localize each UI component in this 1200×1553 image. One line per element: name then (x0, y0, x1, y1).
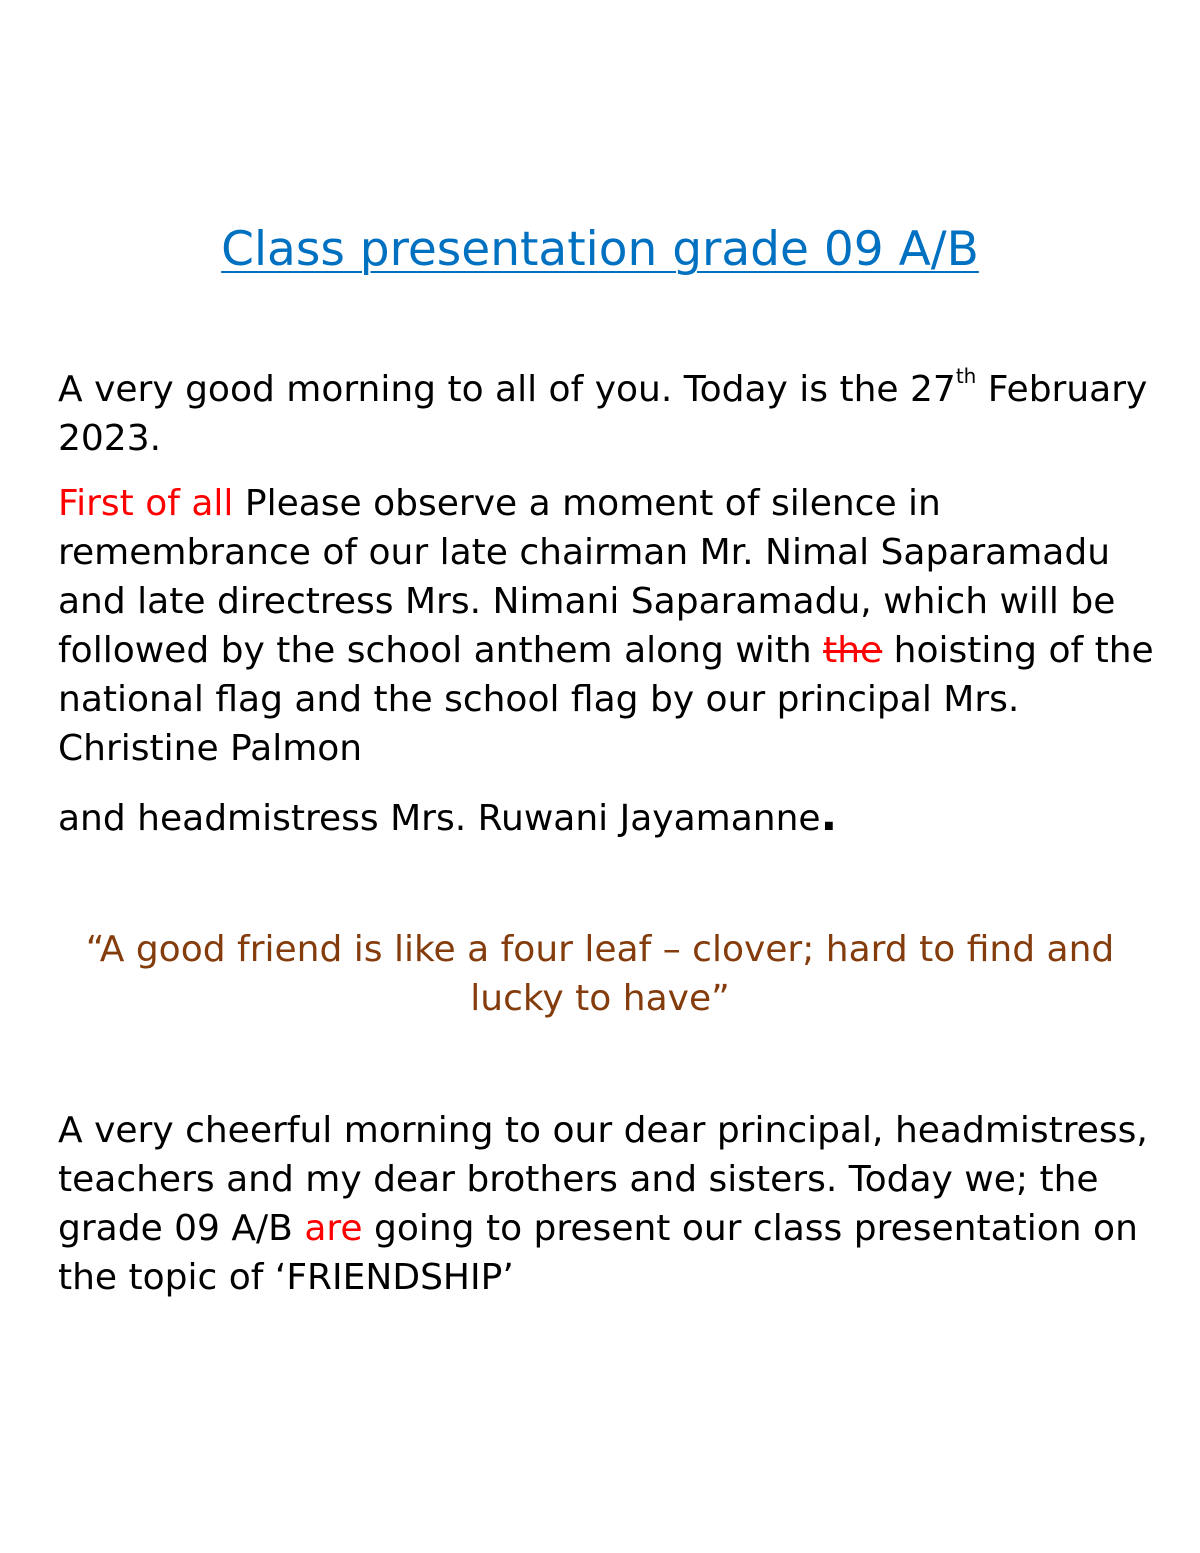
welcome-text-1: A very cheerful morning to our dear principal, headmistress, teachers and my dear brothers and sisters. Today we; the grade 09 A/B (58, 1110, 1148, 1249)
date-ordinal-suffix: th (955, 364, 977, 388)
friendship-quote: “A good friend is like a four leaf – clover; hard to find and lucky to have” (85, 929, 1115, 1019)
tribute-last-line (58, 791, 837, 843)
tribute-last-line-text: and headmistress Mrs. Ruwani Jayamanne (58, 798, 821, 839)
tribute-text-1: Please observe a moment of silence in remembrance of our late chairman Mr. Nimal Saparamadu and late directress Mrs. Nimani Saparamadu, which will be followed by the school anthem along with (58, 483, 1116, 671)
tribute-text-2: hoisting of the national flag and the school flag by our principal Mrs. Christine Palmon (58, 630, 1154, 769)
intro-date-text: February 2023. (58, 369, 1148, 459)
intro-text: A very good morning to all of you. Today is the 27 (58, 369, 956, 410)
welcome-highlight: are (304, 1208, 363, 1249)
page-title: Class presentation grade 09 A/B (221, 222, 979, 277)
tribute-highlight: First of all (58, 483, 234, 524)
welcome-paragraph (58, 1106, 1168, 1302)
intro-paragraph (58, 365, 1168, 463)
welcome-text-2: going to present our class presentation on the topic of ‘FRIENDSHIP’ (58, 1208, 1138, 1298)
tribute-paragraph (58, 479, 1168, 843)
tribute-end-mark: . (820, 790, 838, 841)
struck-word: the (823, 630, 883, 671)
